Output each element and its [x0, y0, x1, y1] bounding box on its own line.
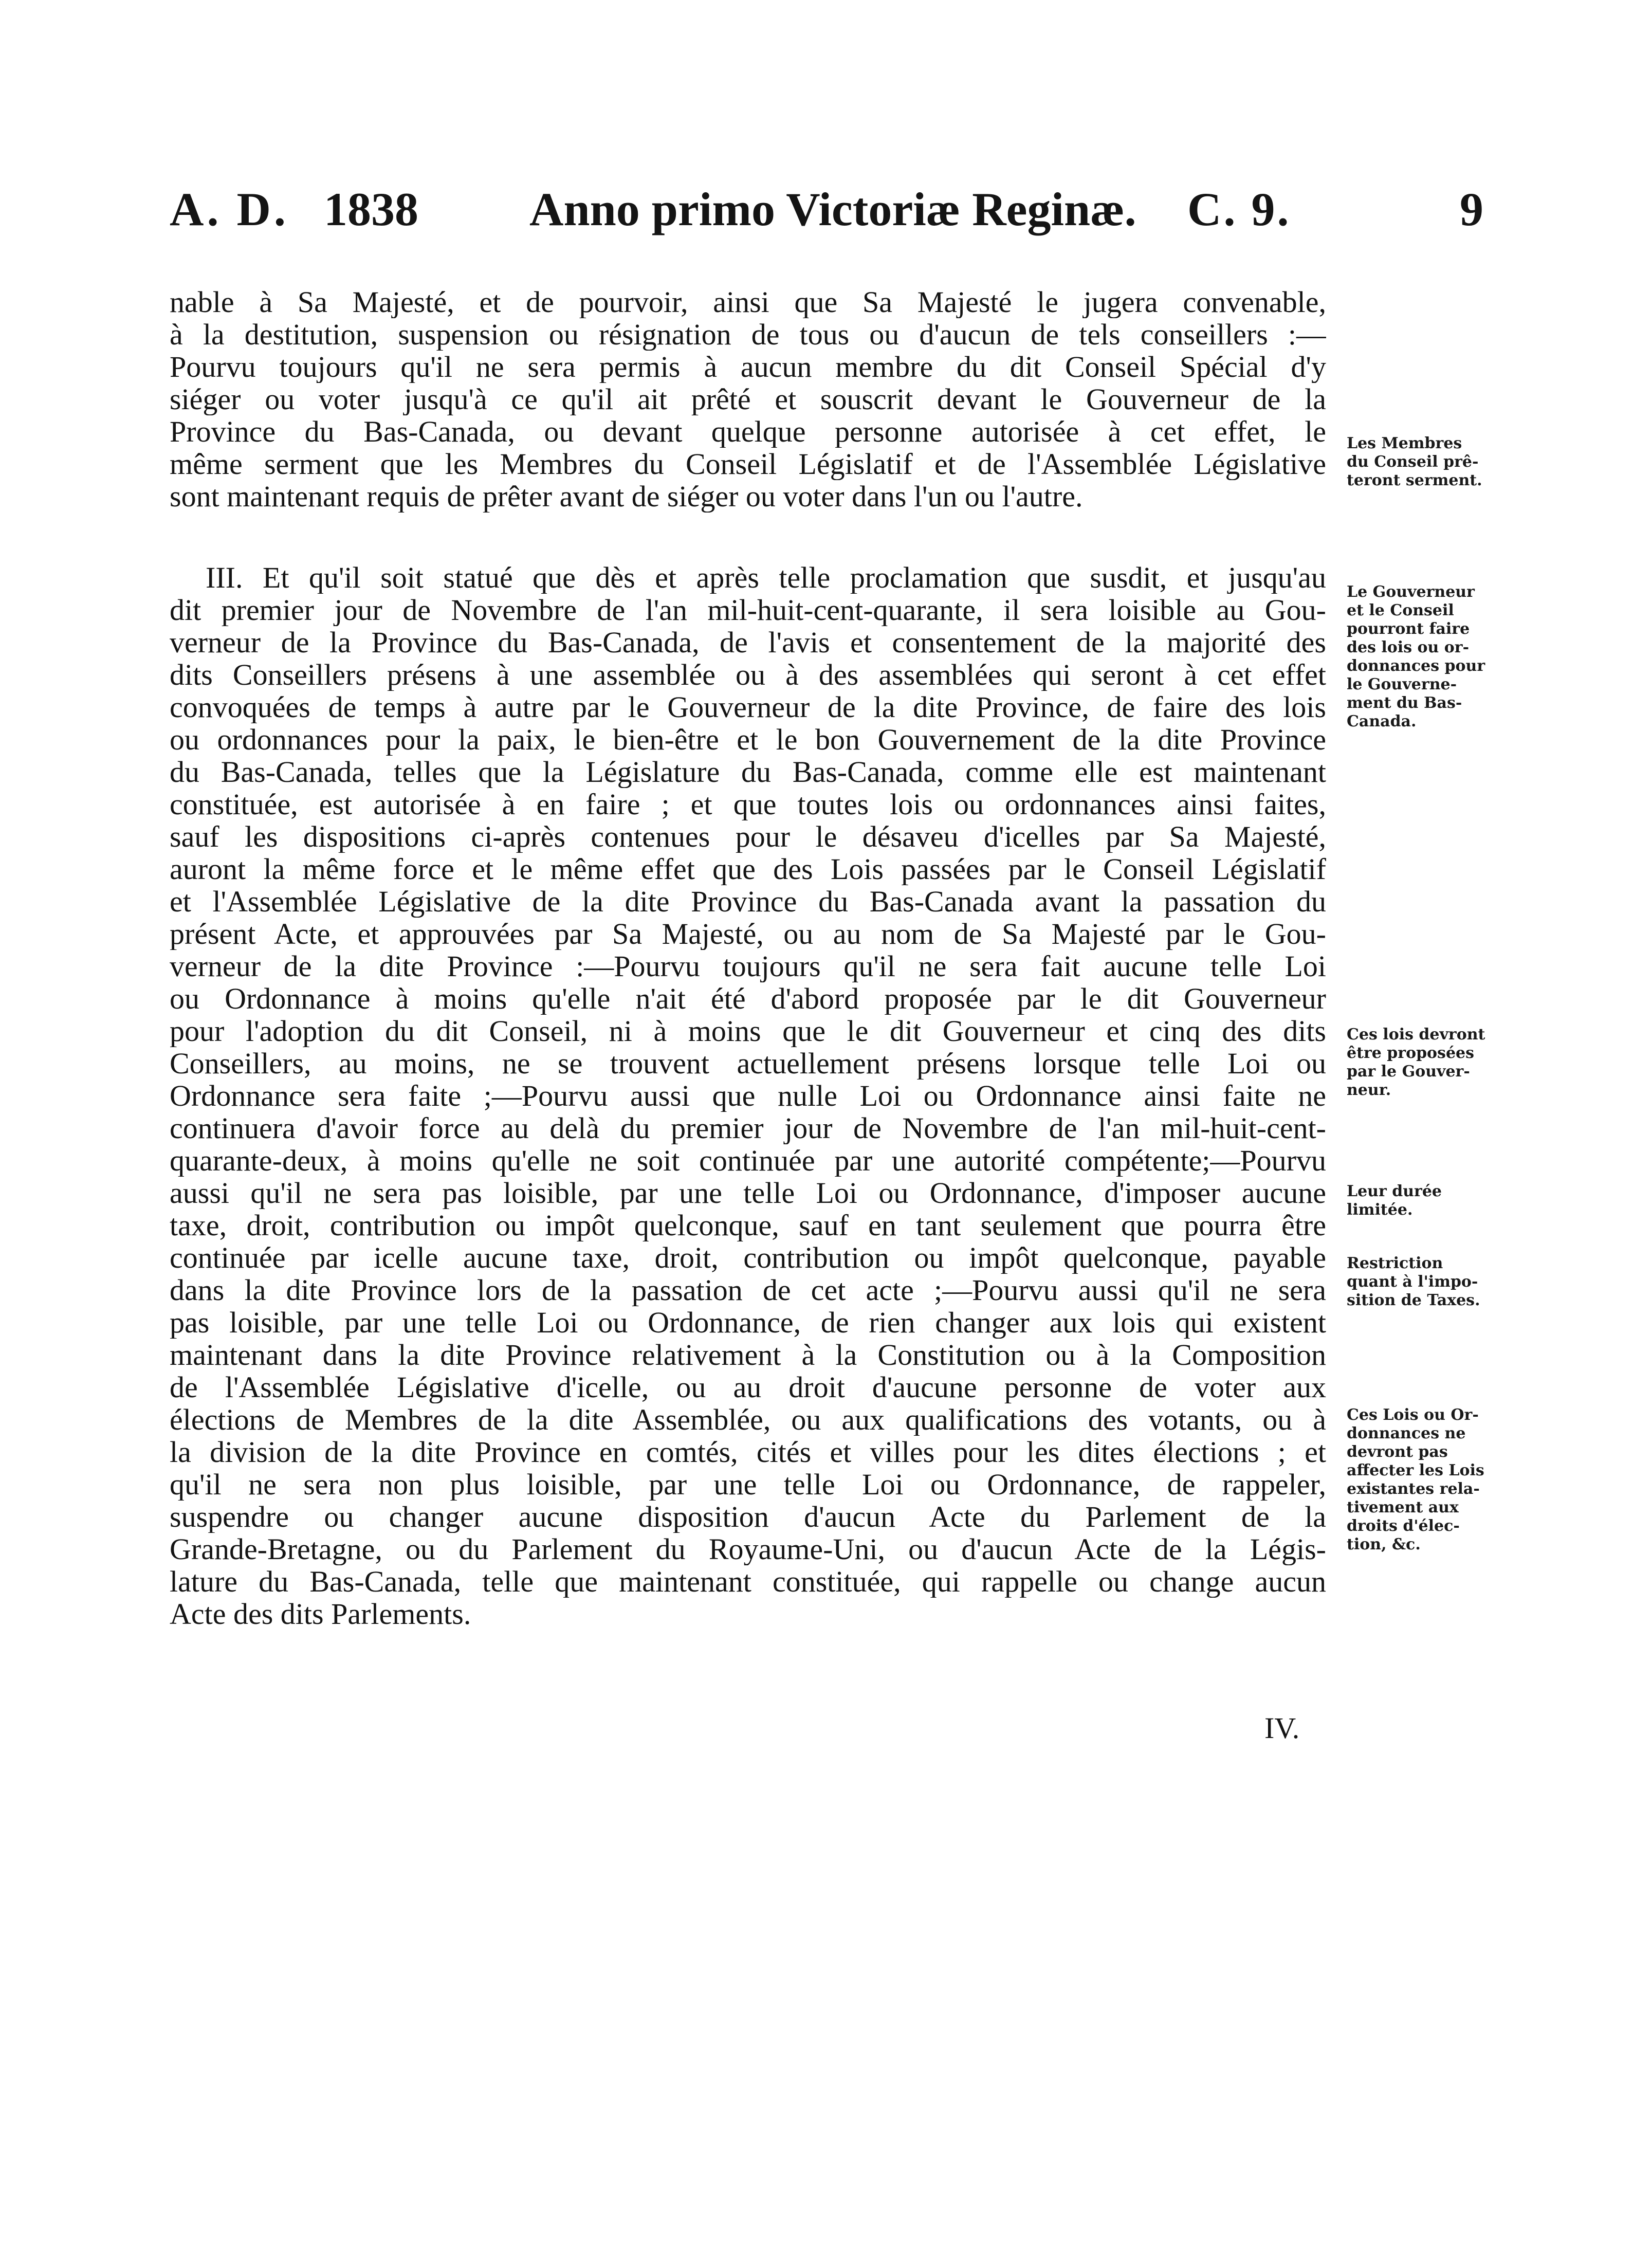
margin-note-line: affecter les Lois: [1347, 1461, 1484, 1479]
margin-note-gouverneur-conseil: [1347, 583, 1501, 731]
text-line: aussi qu'il ne sera pas loisible, par une telle Loi ou Ordonnance, d'imposer aucune: [170, 1177, 1326, 1209]
section-3-paragraph: [170, 561, 1326, 1630]
page-number: 9: [1460, 183, 1483, 235]
margin-note-line: donnances pour: [1347, 657, 1485, 675]
margin-note-line: Le Gouverneur: [1347, 583, 1475, 601]
margin-note-line: Canada.: [1347, 712, 1417, 730]
text-line: Acte des dits Parlements.: [170, 1598, 471, 1630]
text-line: sont maintenant requis de prêter avant de siéger ou voter dans l'un ou l'autre.: [170, 480, 1083, 513]
margin-note-line: Restriction: [1347, 1254, 1443, 1272]
text-line: auront la même force et le même effet que des Lois passées par le Conseil Législatif: [170, 853, 1326, 885]
header-title: Anno primo Victoriæ Reginæ.: [529, 183, 1136, 235]
text-line: constituée, est autorisée à en faire ; et que toutes lois ou ordonnances ainsi faites,: [170, 788, 1326, 820]
margin-note-line: donnances ne: [1347, 1424, 1466, 1442]
paragraph-continuation: [170, 286, 1326, 513]
text-line: quarante-deux, à moins qu'elle ne soit continuée par une autorité compétente;—Pourvu: [170, 1144, 1326, 1177]
margin-note-line: tion, &c.: [1347, 1535, 1421, 1553]
text-line: Ordonnance sera faite ;—Pourvu aussi que nulle Loi ou Ordonnance ainsi faite ne: [170, 1080, 1326, 1112]
margin-note-line: et le Conseil: [1347, 601, 1454, 619]
text-line: ou Ordonnance à moins qu'elle n'ait été d'abord proposée par le dit Gouverneur: [170, 982, 1326, 1015]
text-line: maintenant dans la dite Province relativement à la Constitution ou à la Composition: [170, 1339, 1326, 1371]
text-line: continuera d'avoir force au delà du premier jour de Novembre de l'an mil-huit-cent-: [170, 1112, 1326, 1144]
text-line: sauf les dispositions ci-après contenues pour le désaveu d'icelles par Sa Majesté,: [170, 820, 1326, 853]
text-line: qu'il ne sera non plus loisible, par une telle Loi ou Ordonnance, de rappeler,: [170, 1468, 1326, 1501]
text-line: pas loisible, par une telle Loi ou Ordonnance, de rien changer aux lois qui existent: [170, 1306, 1326, 1339]
margin-note-line: être proposées: [1347, 1044, 1475, 1062]
text-line: lature du Bas-Canada, telle que maintenant constituée, qui rappelle ou change aucun: [170, 1565, 1326, 1598]
margin-note-line: Leur durée: [1347, 1182, 1442, 1200]
margin-note-line: teront serment.: [1347, 471, 1482, 489]
margin-note-line: devront pas: [1347, 1443, 1448, 1461]
margin-note-line: par le Gouver-: [1347, 1063, 1470, 1081]
text-line: dans la dite Province lors de la passation de cet acte ;—Pourvu aussi qu'il ne sera: [170, 1274, 1326, 1306]
text-line: et l'Assemblée Législative de la dite Province du Bas-Canada avant la passation du: [170, 885, 1326, 918]
text-line: convoquées de temps à autre par le Gouverneur de la dite Province, de faire des lois: [170, 691, 1326, 723]
text-line: Conseillers, au moins, ne se trouvent actuellement présens lorsque telle Loi ou: [170, 1047, 1326, 1080]
text-line: ou ordonnances pour la paix, le bien-être et le bon Gouvernement de la dite Province: [170, 723, 1326, 756]
text-line: présent Acte, et approuvées par Sa Majesté, ou au nom de Sa Majesté par le Gou-: [170, 918, 1326, 950]
margin-note-line: des lois ou or-: [1347, 638, 1470, 656]
header-year: 1838: [324, 183, 418, 235]
margin-note-line: existantes rela-: [1347, 1480, 1480, 1498]
text-line: la division de la dite Province en comtés, cités et villes pour les dites élections ; et: [170, 1436, 1326, 1468]
margin-note-membres-serment: [1347, 434, 1501, 490]
text-line: nable à Sa Majesté, et de pourvoir, ainsi que Sa Majesté le jugera convenable,: [170, 286, 1326, 318]
running-header: [170, 181, 1485, 248]
margin-note-lois-elections: [1347, 1406, 1501, 1554]
text-line: suspendre ou changer aucune disposition d'aucun Acte du Parlement de la: [170, 1501, 1326, 1533]
text-line: dit premier jour de Novembre de l'an mil-huit-cent-quarante, il sera loisible au Gou-: [170, 594, 1326, 626]
text-line: élections de Membres de la dite Assemblée, ou aux qualifications des votants, ou à: [170, 1403, 1326, 1436]
text-line: verneur de la Province du Bas-Canada, de l'avis et consentement de la majorité des: [170, 626, 1326, 659]
margin-note-line: limitée.: [1347, 1201, 1413, 1219]
text-line: III. Et qu'il soit statué que dès et après telle proclamation que susdit, et jusqu'au: [206, 561, 1326, 594]
margin-note-line: Ces lois devront: [1347, 1026, 1485, 1044]
text-line: Province du Bas-Canada, ou devant quelque personne autorisée à cet effet, le: [170, 415, 1326, 448]
margin-note-duree-limitee: [1347, 1182, 1501, 1219]
text-line: taxe, droit, contribution ou impôt quelconque, sauf en tant seulement que pourra être: [170, 1209, 1326, 1241]
margin-note-line: Les Membres: [1347, 434, 1462, 452]
margin-note-line: Ces Lois ou Or-: [1347, 1406, 1479, 1424]
margin-note-line: ment du Bas-: [1347, 694, 1462, 712]
text-line: verneur de la dite Province :—Pourvu toujours qu'il ne sera fait aucune telle Loi: [170, 950, 1326, 982]
margin-note-lois-proposees: [1347, 1026, 1501, 1100]
text-line: Grande-Bretagne, ou du Parlement du Royaume-Uni, ou d'aucun Acte de la Légis-: [170, 1533, 1326, 1565]
text-line: dits Conseillers présens à une assemblée ou à des assemblées qui seront à cet effet: [170, 659, 1326, 691]
text-line: de l'Assemblée Législative d'icelle, ou au droit d'aucune personne de voter aux: [170, 1371, 1326, 1403]
header-chapter: C. 9.: [1187, 183, 1291, 235]
margin-note-restriction-taxes: [1347, 1254, 1501, 1310]
text-line: du Bas-Canada, telles que la Législature du Bas-Canada, comme elle est maintenant: [170, 756, 1326, 788]
text-line: siéger ou voter jusqu'à ce qu'il ait prêté et souscrit devant le Gouverneur de la: [170, 383, 1326, 415]
margin-note-line: quant à l'impo-: [1347, 1273, 1478, 1291]
header-ad: A. D.: [170, 183, 289, 235]
text-line: à la destitution, suspension ou résignation de tous ou d'aucun de tels conseillers :—: [170, 318, 1326, 351]
margin-note-line: neur.: [1347, 1081, 1391, 1099]
margin-note-line: droits d'élec-: [1347, 1517, 1460, 1535]
text-line: continuée par icelle aucune taxe, droit, contribution ou impôt quelconque, payable: [170, 1241, 1326, 1274]
catchword: IV.: [1264, 1711, 1300, 1745]
text-line: Pourvu toujours qu'il ne sera permis à aucun membre du dit Conseil Spécial d'y: [170, 351, 1326, 383]
margin-note-line: tivement aux: [1347, 1498, 1459, 1516]
margin-note-line: sition de Taxes.: [1347, 1291, 1480, 1309]
margin-note-line: du Conseil prê-: [1347, 453, 1479, 471]
text-line: pour l'adoption du dit Conseil, ni à moins que le dit Gouverneur et cinq des dits: [170, 1015, 1326, 1047]
text-line: même serment que les Membres du Conseil Législatif et de l'Assemblée Législative: [170, 448, 1326, 480]
margin-note-line: le Gouverne-: [1347, 675, 1457, 693]
margin-note-line: pourront faire: [1347, 620, 1470, 638]
